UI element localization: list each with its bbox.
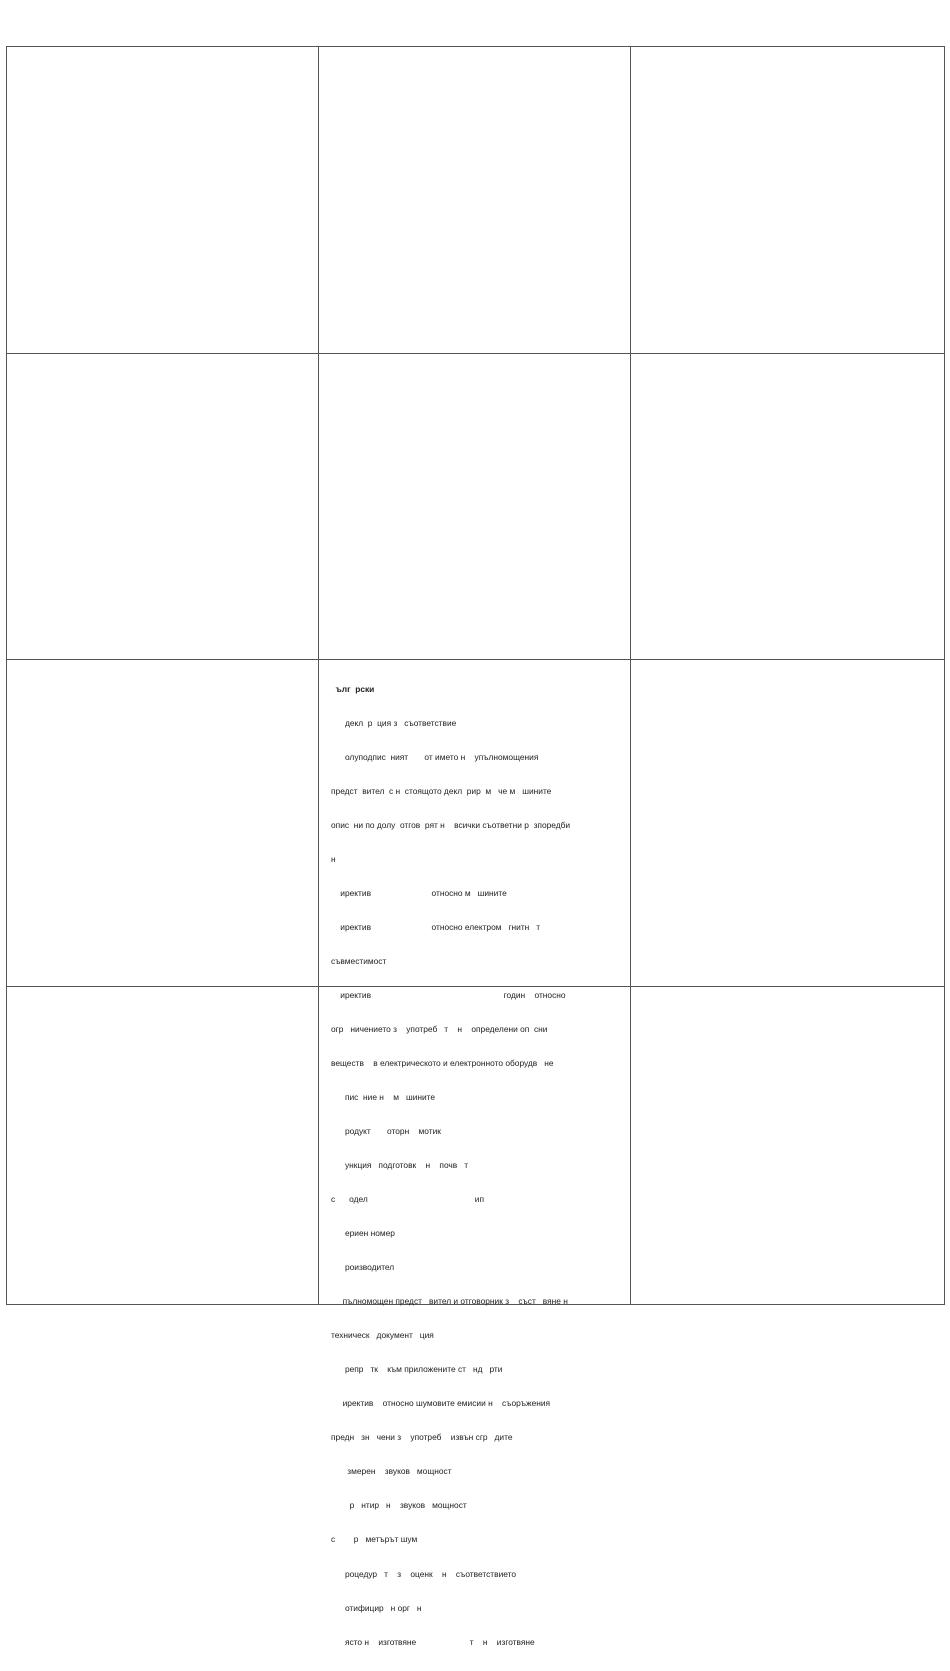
- declaration-line: ериен номер: [331, 1228, 395, 1239]
- grid-cell-r1-c1: [7, 47, 319, 354]
- declaration-line: огр ничението з употреб т н определени оп сни: [331, 1024, 548, 1034]
- declaration-line: пис ние н м шините: [331, 1092, 436, 1103]
- grid-cell-r4-c1: [7, 987, 319, 1304]
- grid-cell-r4-c3: [631, 987, 944, 1304]
- declaration-line: змерен звуков мощност: [331, 1466, 452, 1477]
- grid-cell-r3-c3: [631, 660, 944, 987]
- declaration-line: декл р ция з съответствие: [331, 717, 457, 728]
- grid-cell-r1-c3: [631, 47, 944, 354]
- declaration-line: с р метърът шум: [331, 1534, 418, 1545]
- declaration-line: опис ни по долу отгов рят н всички съответни р зпоредби: [331, 819, 571, 830]
- declaration-heading: ълг рски: [331, 683, 375, 694]
- grid-cell-r3-c2-declaration: [319, 660, 631, 1647]
- grid-cell-r4-c2: [319, 987, 631, 1304]
- declaration-line: роцедур т з оценк н съответствието: [331, 1568, 517, 1579]
- declaration-line: иректив относно шумовите емисии н съоръжения: [331, 1398, 551, 1409]
- declaration-line: предст вител с н стоящото декл рир м че м шините: [331, 785, 552, 796]
- grid-cell-r2-c3: [631, 354, 944, 660]
- declaration-line: веществ в електрическото и електронното оборудв не: [331, 1058, 554, 1069]
- declaration-line: техническ документ ция: [331, 1330, 434, 1341]
- grid-cell-r1-c2: [319, 47, 631, 354]
- declaration-line: репр тк към приложените ст нд рти: [331, 1364, 503, 1375]
- declaration-line: иректив годин относно: [331, 989, 566, 1000]
- declaration-line: ясто н изготвяне т н изготвяне: [331, 1636, 535, 1647]
- declaration-line: роизводител: [331, 1262, 395, 1273]
- declaration-line: иректив относно м шините: [331, 887, 507, 898]
- page-grid: [6, 46, 945, 1647]
- grid-cell-r2-c2: [319, 354, 631, 660]
- declaration-line: р нтир н звуков мощност: [331, 1500, 467, 1511]
- grid-cell-r3-c1: [7, 660, 319, 987]
- declaration-line: предн зн чени з употреб извън сгр дите: [331, 1432, 513, 1443]
- declaration-line: съвместимост: [331, 955, 387, 966]
- declaration-line: отифицир н орг н: [331, 1602, 422, 1613]
- declaration-line: н: [331, 853, 336, 864]
- declaration-line: с одел ип: [331, 1194, 485, 1205]
- declaration-line: олуподпис ният от името н упълномощения: [331, 751, 539, 762]
- declaration-line: родукт оторн мотик: [331, 1126, 441, 1137]
- declaration-line: ункция подготовк н почв т: [331, 1160, 469, 1171]
- grid-cell-r2-c1: [7, 354, 319, 660]
- declaration-line: иректив относно електром гнитн т: [331, 921, 541, 932]
- declaration-line: пълномощен предст вител и отговорник з съст вяне н: [331, 1296, 568, 1307]
